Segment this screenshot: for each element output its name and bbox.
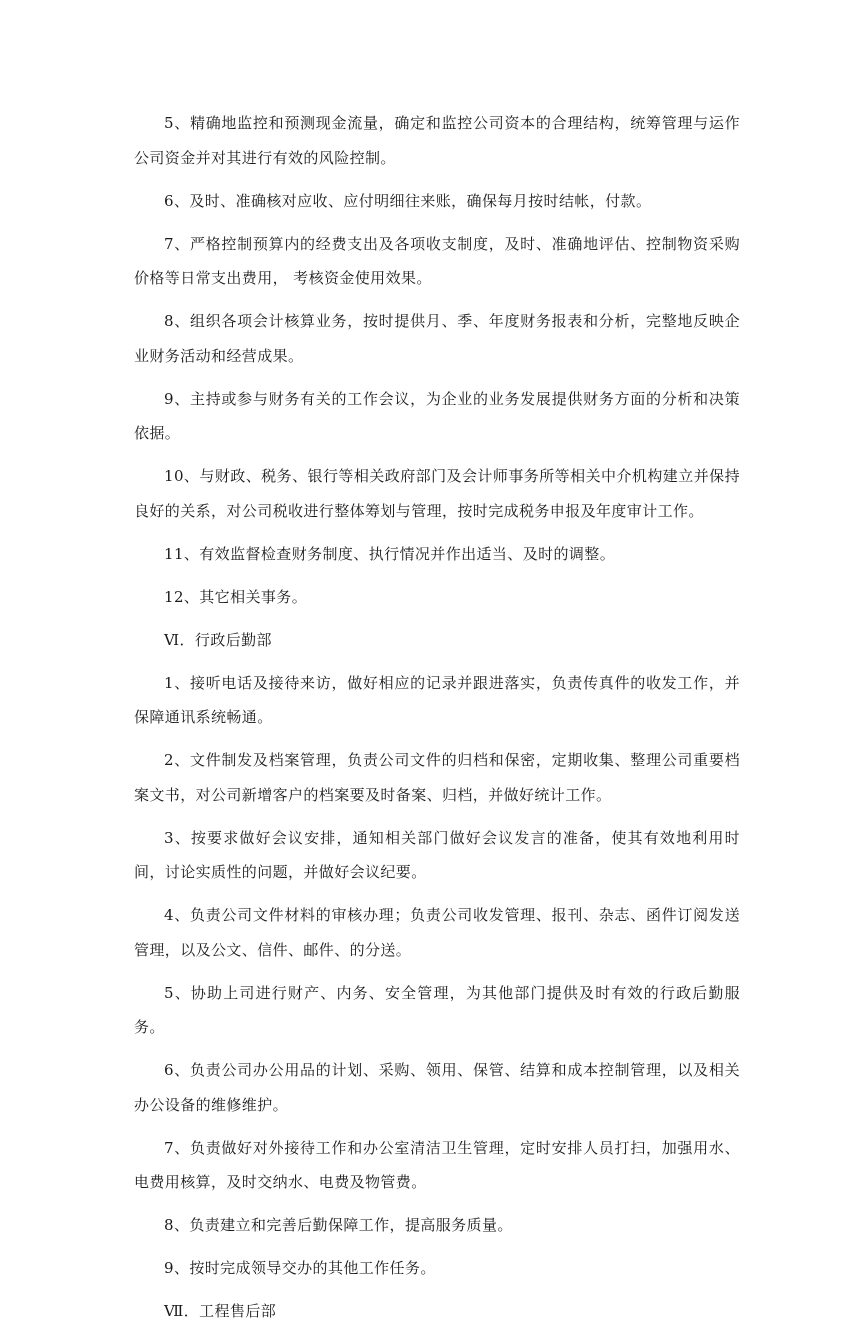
paragraph-admin-1: 1、接听电话及接待来访，做好相应的记录并跟进落实，负责传真件的收发工作，并保障通讯系统畅通。 [134, 673, 740, 726]
paragraph-admin-8: 8、负责建立和完善后勤保障工作，提高服务质量。 [164, 1216, 513, 1234]
paragraph-admin-6: 6、负责公司办公用品的计划、采购、领用、保管、结算和成本控制管理，以及相关办公设备的维修维护。 [134, 1061, 740, 1114]
paragraph-finance-12: 12、其它相关事务。 [164, 587, 308, 606]
paragraph-finance-7: 7、严格控制预算内的经费支出及各项收支制度，及时、准确地评估、控制物资采购价格等日常支出费用， 考核资金使用效果。 [134, 234, 740, 287]
paragraph-finance-8: 8、组织各项会计核算业务，按时提供月、季、年度财务报表和分析，完整地反映企业财务活动和经营成果。 [134, 312, 740, 365]
paragraph-finance-11: 11、有效监督检查财务制度、执行情况并作出适当、及时的调整。 [164, 544, 616, 563]
paragraph-admin-2: 2、文件制发及档案管理，负责公司文件的归档和保密，定期收集、整理公司重要档案文书，对公司新增客户的档案要及时备案、归档，并做好统计工作。 [134, 751, 740, 804]
paragraph-admin-9: 9、按时完成领导交办的其他工作任务。 [164, 1259, 436, 1277]
section-heading-admin: Ⅵ．行政后勤部 [164, 630, 272, 649]
paragraph-admin-4: 4、负责公司文件材料的审核办理；负责公司收发管理、报刊、杂志、函件订阅发送管理，以及公文、信件、邮件、的分送。 [134, 906, 740, 959]
paragraph-admin-5: 5、协助上司进行财产、内务、安全管理，为其他部门提供及时有效的行政后勤服务。 [134, 983, 740, 1036]
paragraph-finance-5: 5、精确地监控和预测现金流量，确定和监控公司资本的合理结构，统筹管理与运作公司资金并对其进行有效的风险控制。 [134, 114, 740, 167]
document-body [134, 106, 740, 1337]
paragraph-finance-10: 10、与财政、税务、银行等相关政府部门及会计师事务所等相关中介机构建立并保持良好的关系，对公司税收进行整体筹划与管理，按时完成税务申报及年度审计工作。 [134, 467, 740, 520]
paragraph-finance-9: 9、主持或参与财务有关的工作会议，为企业的业务发展提供财务方面的分析和决策依据。 [134, 389, 740, 442]
paragraph-finance-6: 6、及时、准确核对应收、应付明细往来账，确保每月按时结帐，付款。 [164, 191, 652, 210]
section-heading-engineering: Ⅶ．工程售后部 [164, 1302, 277, 1320]
paragraph-admin-7: 7、负责做好对外接待工作和办公室清洁卫生管理，定时安排人员打扫，加强用水、电费用核算，及时交纳水、电费及物管费。 [134, 1138, 740, 1191]
paragraph-admin-3: 3、按要求做好会议安排，通知相关部门做好会议发言的准备，使其有效地利用时间，讨论实质性的问题，并做好会议纪要。 [134, 828, 740, 881]
